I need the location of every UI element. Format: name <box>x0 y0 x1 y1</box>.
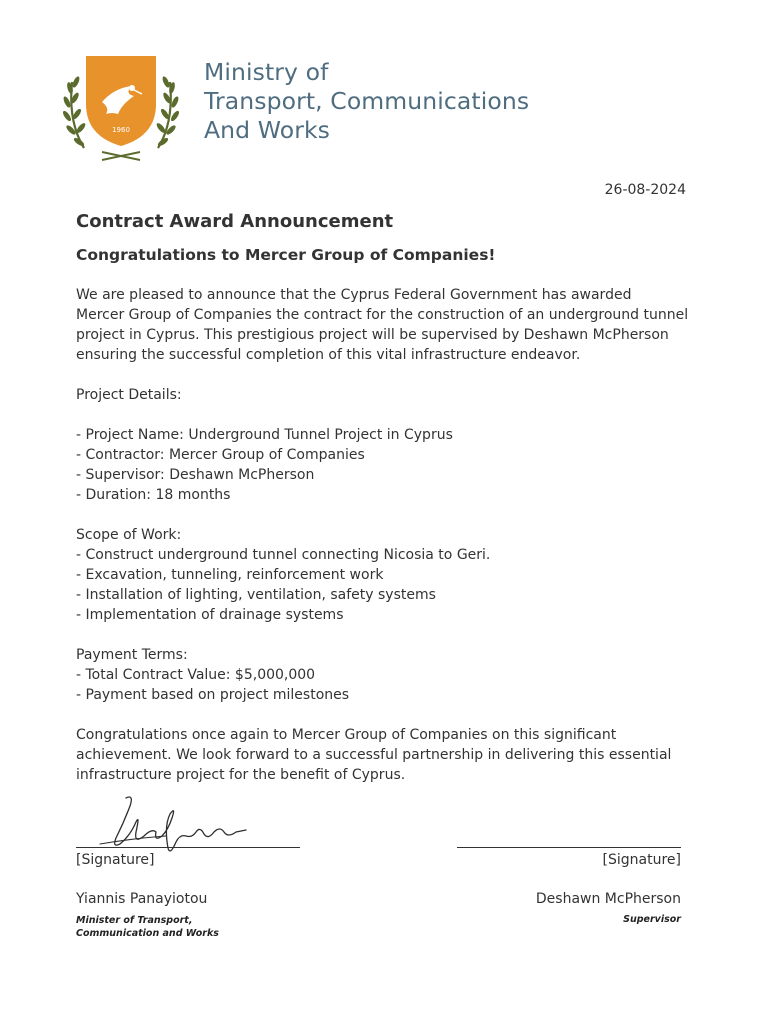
list-item: - Duration: 18 months <box>76 487 231 503</box>
signer-title-line: Minister of Transport, <box>76 915 193 926</box>
signature-label-right: [Signature] <box>602 852 681 868</box>
ministry-line: Ministry of <box>204 58 329 86</box>
signer-name-right: Deshawn McPherson <box>535 891 681 907</box>
payment-terms-heading: Payment Terms: <box>76 647 188 663</box>
document-date: 26-08-2024 <box>604 182 686 198</box>
payment-terms-section <box>76 645 706 705</box>
signer-title-line: Communication and Works <box>76 928 219 939</box>
signer-title-left <box>76 914 219 940</box>
scope-of-work-heading: Scope of Work: <box>76 527 182 543</box>
closing-line: Congratulations once again to Mercer Group of Companies on this significant <box>76 727 617 743</box>
congratulations-heading: Congratulations to Mercer Group of Companies! <box>76 246 496 264</box>
scope-of-work-section <box>76 525 706 625</box>
project-details-heading-block <box>76 385 706 405</box>
list-item: - Construct underground tunnel connecting Nicosia to Geri. <box>76 547 491 563</box>
closing-line: achievement. We look forward to a successful partnership in delivering this essential <box>76 747 672 763</box>
signature-line-left <box>76 847 300 848</box>
list-item: - Project Name: Underground Tunnel Project in Cyprus <box>76 427 453 443</box>
intro-line: Mercer Group of Companies the contract for the construction of an underground tunnel <box>76 307 689 323</box>
intro-paragraph <box>76 285 706 365</box>
cyprus-emblem-icon <box>62 52 180 162</box>
signer-name-left: Yiannis Panayiotou <box>76 891 208 907</box>
ministry-name <box>204 58 529 145</box>
document-title: Contract Award Announcement <box>76 211 394 232</box>
project-details-list <box>76 425 706 505</box>
ministry-line: Transport, Communications <box>204 87 530 115</box>
signature-label-left: [Signature] <box>76 852 155 868</box>
signature-line-right <box>457 847 681 848</box>
intro-line: We are pleased to announce that the Cyprus Federal Government has awarded <box>76 287 632 303</box>
project-details-heading: Project Details: <box>76 387 182 403</box>
intro-line: project in Cyprus. This prestigious project will be supervised by Deshawn McPherson <box>76 327 669 343</box>
list-item: - Installation of lighting, ventilation, safety systems <box>76 587 436 603</box>
list-item: - Payment based on project milestones <box>76 687 350 703</box>
list-item: - Total Contract Value: $5,000,000 <box>76 667 316 683</box>
list-item: - Implementation of drainage systems <box>76 607 344 623</box>
ministry-line: And Works <box>204 116 331 144</box>
intro-line: ensuring the successful completion of this vital infrastructure endeavor. <box>76 347 581 363</box>
closing-line: infrastructure project for the benefit of Cyprus. <box>76 767 406 783</box>
list-item: - Contractor: Mercer Group of Companies <box>76 447 365 463</box>
closing-paragraph <box>76 725 706 785</box>
signer-title-right: Supervisor <box>623 914 681 925</box>
list-item: - Excavation, tunneling, reinforcement work <box>76 567 384 583</box>
list-item: - Supervisor: Deshawn McPherson <box>76 467 315 483</box>
emblem-year: 1960 <box>112 126 130 134</box>
